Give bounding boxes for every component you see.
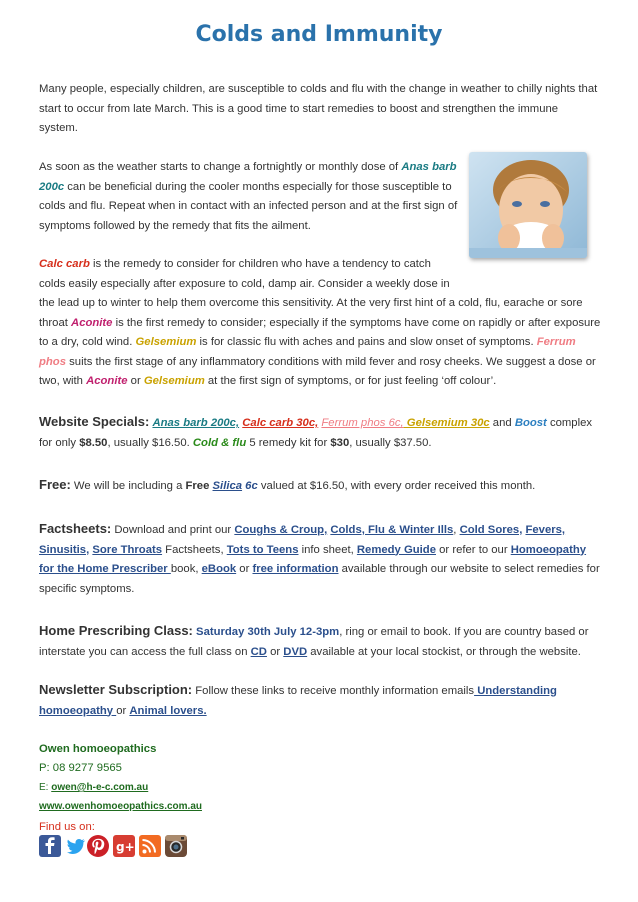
newsletter-heading: Newsletter Subscription: [39,682,193,697]
understanding-homoeopathy-link[interactable]: Understanding [474,685,557,697]
home-prescribing-class-section: Home Prescribing Class: Saturday 30th July 12-3pm, ring or email to book. If you are country based or interstate you can access the full class on CD or DVD available at your local stockist, or through the website. [39,623,589,658]
ebook-link[interactable]: eBook [201,563,237,575]
cold-sores-link[interactable]: Cold Sores, [459,524,523,536]
anas-barb-paragraph: As soon as the weather starts to change a fortnightly or monthly dose of Anas barb 200c can be beneficial during the cooler months especially for those susceptible to colds and flu. Repeat when in contact with an infected person and at the first sign of symptoms followed by the remedy that fits the ailment. [39,161,458,232]
cd-link[interactable]: CD [250,645,267,658]
instagram-icon[interactable] [165,835,187,857]
email-link[interactable]: owen@h-e-c.com.au [51,782,149,793]
calc-carb-paragraph: Calc carb is the remedy to consider for children who have a tendency to catch colds easily especially after exposure to cold, damp air. Consider a weekly dose in the lead up to winter to help them overcome this sensitivity. At the very first hint of a cold, flu, earache or sore throat Aconite is the first remedy to consider; especially if the symptoms have come on rapidly or after exposure to a dry, cold wind. Gelsemium is for classic flu with aches and pains and slow onset of symptoms. Ferrum phos suits the first stage of any inflammatory conditions with mild fever and rosy cheeks. We suggest a dose or two, with Aconite or Gelsemium at the first sign of symptoms, or for just feeling ‘off colour’. [39,258,601,387]
pinterest-icon[interactable] [87,835,109,857]
gelsemium-keyword: Gelsemium [135,336,197,348]
class-date: Saturday 30th July 12-3pm [196,626,340,638]
contact-section: Owen homoeopathics P: 08 9277 9565 E: owen@h-e-c.com.au www.owenhomoeopathics.com.au Find us on: [39,740,601,837]
social-icons [39,834,189,858]
website-link[interactable]: www.owenhomoeopathics.com.au [39,801,202,812]
website-specials-section: Website Specials: Anas barb 200c, Calc carb 30c, Ferrum phos 6c, Gelsemium 30c and Boost complex for only $8.50, usually $16.50. Cold & flu 5 remedy kit for $30, usually $37.50. [39,414,593,449]
homoeopathy-newsletter-link[interactable]: homoeopathy [39,704,117,717]
home-prescriber-link[interactable]: for the Home Prescriber [39,563,171,575]
colds-flu-link[interactable]: Colds, Flu & Winter Ills [330,524,454,536]
free-offer-section: Free: We will be including a Free Silica 6c valued at $16.50, with every order received this month. [39,477,536,492]
specials-heading: Website Specials: [39,414,150,429]
homoeopathy-book-link[interactable]: Homoeopathy [510,543,587,556]
facebook-icon[interactable] [39,835,61,857]
animal-lovers-link[interactable]: Animal lovers. [129,704,207,717]
newsletter-section: Newsletter Subscription: Follow these links to receive monthly information emails Understanding homoeopathy or Animal lovers. [39,682,557,717]
factsheets-heading: Factsheets: [39,521,112,536]
page-title: Colds and Immunity [195,22,443,47]
anas-barb-keyword: Anas barb [401,161,457,173]
sore-throats-link[interactable]: Sore Throats [92,543,163,556]
coughs-croup-link[interactable]: Coughs & Croup, [234,524,328,536]
dvd-link[interactable]: DVD [283,645,308,658]
free-heading: Free: [39,477,71,492]
ferrum-phos-link[interactable]: Ferrum phos 6c, [321,417,404,429]
intro-paragraph: Many people, especially children, are susceptible to colds and flu with the change in weather to chilly nights that start to occur from late March. This is a good time to start remedies to boost and strengthen the immune system. [39,83,598,134]
ferrum-keyword: Ferrum [536,336,576,348]
svg-text:g+: g+ [116,840,135,854]
class-heading: Home Prescribing Class: [39,623,193,638]
silica-link[interactable]: Silica [212,480,243,492]
phos-keyword: phos [39,355,66,368]
phone-number: P: 08 9277 9565 [39,762,122,774]
calc-carb-keyword: Calc carb [39,258,90,270]
rss-icon[interactable] [139,835,161,857]
free-information-link[interactable]: free information [252,563,339,575]
google-plus-icon[interactable] [113,835,135,857]
calc-carb-link[interactable]: Calc carb 30c, [242,417,319,429]
gelsemium-link[interactable]: Gelsemium 30c [403,417,490,429]
sinusitis-link[interactable]: Sinusitis, [39,543,90,556]
factsheets-section: Factsheets: Download and print our Coughs & Croup, Colds, Flu & Winter Ills, Cold Sores, Fevers, Sinusitis, Sore Throats Factsheets, Tots to Teens info sheet, Remedy Guide or refer to our Homoeopathy for the Home Prescriber book, eBook or free information available through our website to select remedies for specific symptoms. [39,521,600,595]
boost-keyword: Boost [514,417,547,429]
company-name: Owen homoeopathics [39,743,157,755]
tots-to-teens-link[interactable]: Tots to Teens [226,543,299,556]
anas-barb-link[interactable]: Anas barb 200c, [152,417,240,429]
find-us-label: Find us on: [39,821,95,833]
fevers-link[interactable]: Fevers, [525,524,566,536]
remedy-guide-link[interactable]: Remedy Guide [356,543,436,556]
aconite-keyword: Aconite [71,316,113,329]
twitter-icon[interactable] [67,839,85,854]
cold-flu-kit-keyword: Cold & flu [192,436,247,449]
